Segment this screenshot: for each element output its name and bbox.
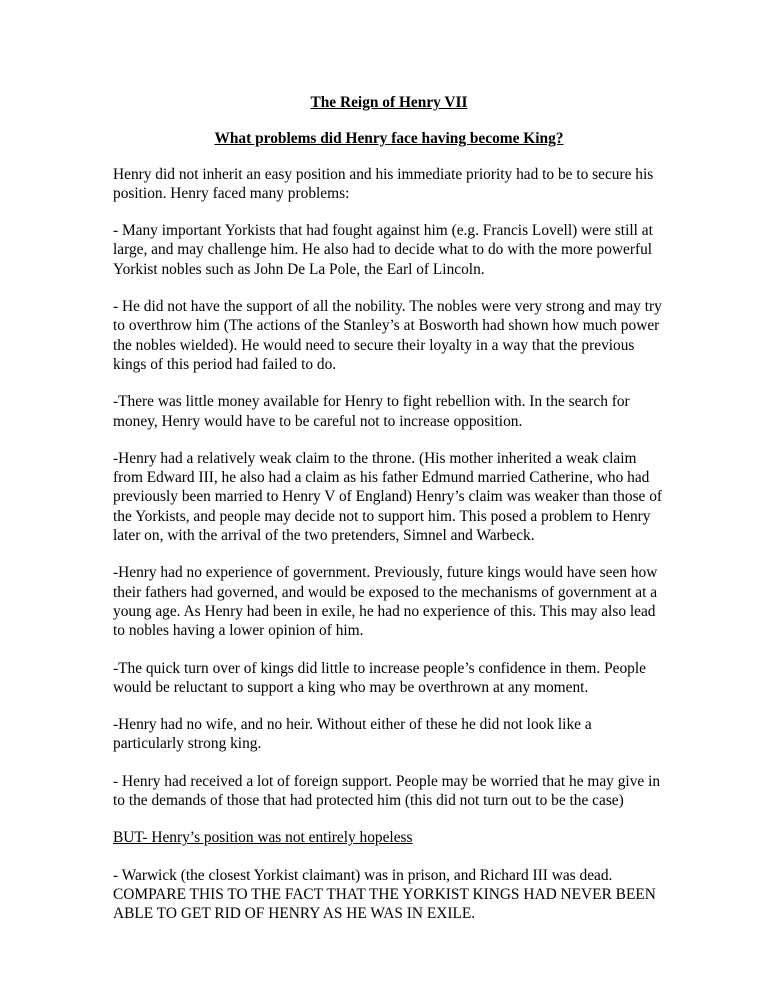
- document-title: The Reign of Henry VII: [310, 94, 468, 111]
- problem-money-paragraph: -There was little money available for Henry to fight rebellion with. In the search for money, Henry would have to be careful not to increase opposition.: [113, 393, 630, 430]
- problem-experience-paragraph: -Henry had no experience of government. Previously, future kings would have seen how their fathers had governed, and would be exposed to the mechanisms of government at a young age. As Henry had been in exile, he had no experience of this. This may also lead to nobles having a lower opinion of him.: [113, 564, 658, 640]
- problem-heir-paragraph: -Henry had no wife, and no heir. Without either of these he did not look like a particularly strong king.: [113, 716, 592, 753]
- but-heading: BUT- Henry’s position was not entirely hopeless: [113, 829, 413, 847]
- document-subtitle: What problems did Henry face having become King?: [214, 130, 564, 148]
- problem-nobility-paragraph: - He did not have the support of all the nobility. The nobles were very strong and may try to overthrow him (The actions of the Stanley’s at Bosworth had shown how much power the nobles wielded). He would need to secure their loyalty in a way that the previous kings of this period had failed to do.: [113, 298, 662, 373]
- intro-paragraph: Henry did not inherit an easy position and his immediate priority had to be to secure his position. Henry faced many problems:: [113, 165, 654, 202]
- problem-claim-paragraph: -Henry had a relatively weak claim to the throne. (His mother inherited a weak claim from Edward III, he also had a claim as his father Edmund married Catherine, who had previously been married to Henry V of England) Henry’s claim was weaker than those of the Yorkists, and people may decide not to support him. This posed a problem to Henry later on, with the arrival of the two pretenders, Simnel and Warbeck.: [113, 449, 663, 545]
- problem-turnover-paragraph: -The quick turn over of kings did little to increase people’s confidence in them. People would be reluctant to support a king who may be overthrown at any moment.: [113, 659, 646, 696]
- problem-yorkists-paragraph: - Many important Yorkists that had fought against him (e.g. Francis Lovell) were still at large, and may challenge him. He also had to decide what to do with the more powerful Yorkist nobles such as John De La Pole, the Earl of Lincoln.: [113, 222, 653, 278]
- warwick-paragraph: - Warwick (the closest Yorkist claimant) was in prison, and Richard III was dead. COMPARE THIS TO THE FACT THAT THE YORKIST KINGS HAD NEVER BEEN ABLE TO GET RID OF HENRY AS HE WAS IN EXILE.: [113, 866, 656, 923]
- document-body: [113, 93, 665, 942]
- problem-foreign-support-paragraph: - Henry had received a lot of foreign support. People may be worried that he may give in to the demands of those that had protected him (this did not turn out to be the case): [113, 772, 661, 810]
